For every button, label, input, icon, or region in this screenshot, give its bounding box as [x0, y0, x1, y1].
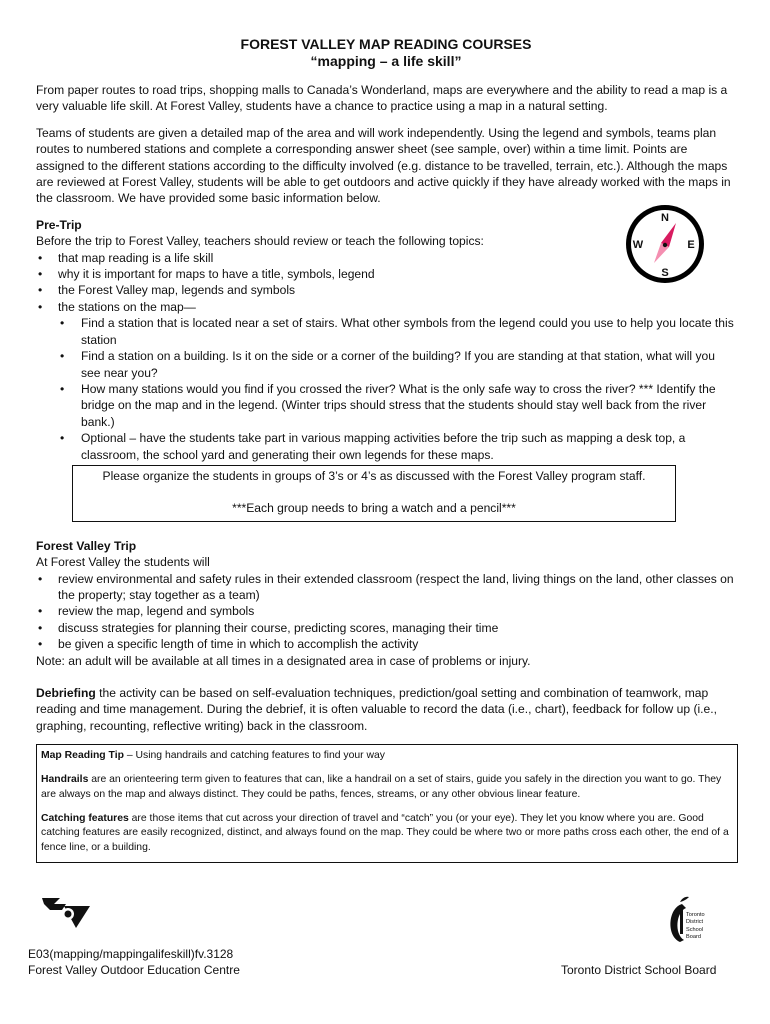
- pretrip-heading: Pre-Trip: [36, 217, 82, 232]
- map-tip-box: [36, 744, 738, 863]
- pretrip-sublist: [58, 315, 736, 463]
- tip-label: Map Reading Tip: [41, 750, 124, 762]
- document-code: E03(mapping/mappingalifeskill)fv.3128: [28, 947, 234, 961]
- page-subtitle: “mapping – a life skill”: [310, 53, 462, 69]
- groups-note: Please organize the students in groups of 3’s or 4’s as discussed with the Forest Valley program staff.: [102, 468, 646, 483]
- forest-valley-logo: [40, 896, 92, 930]
- sublist-item: • Find a station that is located near a set of stairs. What other symbols from the legend could you use to help you locate this station: [58, 315, 736, 348]
- trip-section: [36, 538, 736, 669]
- list-item: • be given a specific length of time in which to accomplish the activity: [36, 636, 736, 652]
- trip-intro: At Forest Valley the students will: [36, 555, 210, 570]
- centre-name: Forest Valley Outdoor Education Centre: [28, 963, 240, 977]
- catching-label: Catching features: [41, 812, 129, 824]
- compass-n-label: N: [661, 211, 669, 224]
- handrails-text: are an orienteering term given to features that can, like a handrail on a set of stairs, guide you safely in the direction you want to go. They are always on the map and always distinct. They could be paths, fences, streams, or any other obvious linear feature.: [41, 774, 722, 800]
- tdsb-logo-text: Toronto District School Board: [686, 912, 705, 941]
- groups-note-box: [72, 465, 676, 522]
- footer-left: [28, 946, 240, 978]
- list-item: • the Forest Valley map, legends and symbols: [36, 282, 736, 298]
- tip-text: – Using handrails and catching features to find your way: [123, 750, 386, 762]
- debrief-label: Debriefing: [36, 686, 96, 700]
- tip-title: [41, 749, 731, 764]
- list-item-text: the stations on the map—: [58, 299, 196, 314]
- compass-s-label: S: [661, 266, 669, 279]
- handrails-label: Handrails: [41, 774, 89, 786]
- sublist-item: • Optional – have the students take part in various mapping activities before the trip such as mapping a desk top, a classroom, the school yard and generating their own legends for these maps.: [58, 430, 736, 463]
- pretrip-list: [36, 250, 736, 463]
- list-item: • review environmental and safety rules in their extended classroom (respect the land, living things on the land, other classes on the property; stay together as a team): [36, 571, 736, 604]
- pretrip-intro: Before the trip to Forest Valley, teachers should review or teach the following topics:: [36, 234, 484, 249]
- pretrip-section: [36, 211, 736, 463]
- list-item: • discuss strategies for planning their course, predicting scores, managing their time: [36, 620, 736, 636]
- document-page: [36, 36, 736, 863]
- list-item: • why it is important for maps to have a title, symbols, legend: [36, 266, 736, 282]
- list-item: • that map reading is a life skill: [36, 250, 736, 266]
- list-item: [36, 299, 736, 463]
- intro-paragraph-2: Teams of students are given a detailed map of the area and will work independently. Using the legend and symbols, teams plan routes to numbered stations and complete a corresponding answer sheet (see sample, over) within a time limit. Points are assigned to the different stations according to the difficulty involved (e.g. distance to be travelled, terrain, etc.). Although the maps are reviewed at Forest Valley, students will be able to get outdoors and active quickly if they have already worked with the maps in the classroom. We have provided some basic information below.: [36, 125, 731, 206]
- board-name: Toronto District School Board: [561, 963, 717, 977]
- list-item: • review the map, legend and symbols: [36, 603, 736, 619]
- handrails-paragraph: [41, 773, 731, 803]
- intro-paragraph-1: From paper routes to road trips, shopping malls to Canada’s Wonderland, maps are everywhere and the ability to read a map is a very valuable life skill. At Forest Valley, students have a chance to practice using a map in a natural setting.: [36, 83, 728, 114]
- sublist-item: • Find a station on a building. Is it on the side or a corner of the building? If you are standing at that station, what will you see near you?: [58, 348, 736, 381]
- trip-list: [36, 571, 736, 653]
- trip-note: Note: an adult will be available at all times in a designated area in case of problems or injury.: [36, 653, 531, 668]
- supplies-note: ***Each group needs to bring a watch and a pencil***: [232, 501, 516, 516]
- compass-e-label: E: [687, 238, 695, 251]
- debrief-text: the activity can be based on self-evaluation techniques, prediction/goal setting and combination of teamwork, map reading and time management. During the debrief, it is often valuable to record the data (i.e., chart), feedback for follow up (i.e., graphing, recounting, reflective writing) back in the classroom.: [36, 686, 717, 733]
- sublist-item: • How many stations would you find if you crossed the river? What is the only safe way to cross the river? *** Identify the bridge on the map and in the legend. (Winter trips should stress that the students should stay well back from the river bank.): [58, 381, 736, 430]
- page-title: FOREST VALLEY MAP READING COURSES: [240, 36, 532, 52]
- catching-paragraph: [41, 812, 731, 856]
- compass-w-label: W: [632, 238, 644, 251]
- debrief-paragraph: [36, 685, 736, 734]
- catching-text: are those items that cut across your direction of travel and “catch” you (or your eye). They let you know where you are. Good catching features are easily recognized, distinct, and always found on the map. They could be where two or more paths cross each other, the end of a fence line, or a building.: [41, 812, 729, 854]
- trip-heading: Forest Valley Trip: [36, 538, 137, 553]
